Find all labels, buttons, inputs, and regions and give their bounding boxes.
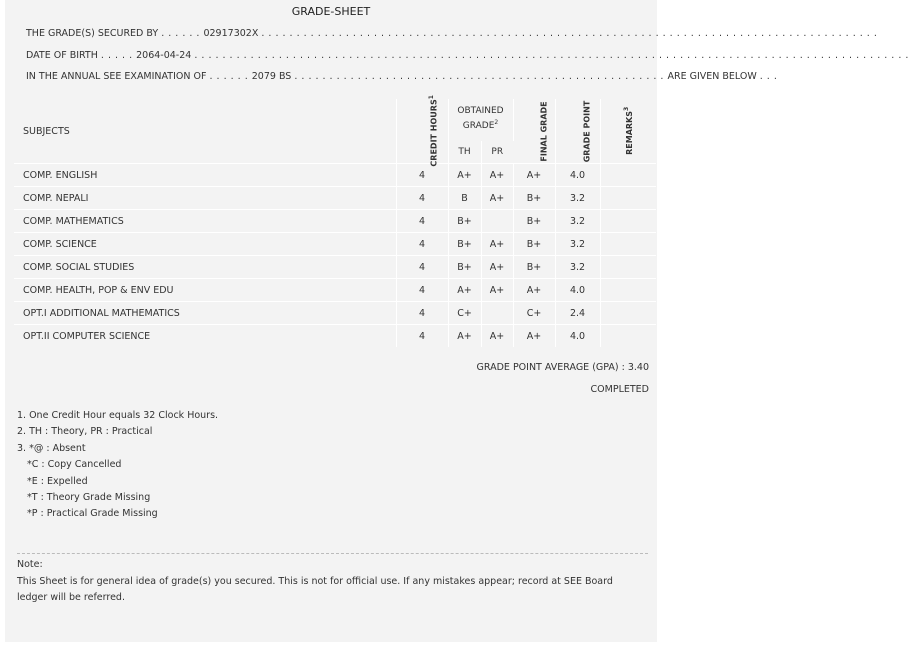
subject-cell: COMP. ENGLISH: [14, 164, 396, 187]
gpa-summary: GRADE POINT AVERAGE (GPA) : 3.40: [476, 362, 649, 373]
footnote-item: 2. TH : Theory, PR : Practical: [17, 426, 153, 438]
subject-cell: COMP. HEALTH, POP & ENV EDU: [14, 279, 396, 302]
table-row: [14, 256, 656, 279]
footnote-item: *E : Expelled: [27, 475, 88, 487]
remarks-cell: [600, 256, 656, 279]
subject-cell: COMP. MATHEMATICS: [14, 210, 396, 233]
final-grade-cell: C+: [513, 302, 555, 325]
grade-point-cell: 3.2: [555, 256, 600, 279]
credit-hours-cell: 4: [396, 187, 448, 210]
practical-grade-cell: [481, 210, 513, 233]
subject-cell: COMP. SOCIAL STUDIES: [14, 256, 396, 279]
practical-grade-cell: A+: [481, 256, 513, 279]
subject-cell: COMP. NEPALI: [14, 187, 396, 210]
practical-grade-cell: A+: [481, 233, 513, 256]
final-grade-cell: B+: [513, 256, 555, 279]
grade-point-cell: 2.4: [555, 302, 600, 325]
credit-hours-cell: 4: [396, 256, 448, 279]
grade-point-cell: 3.2: [555, 187, 600, 210]
final-grade-header: FINAL GRADE: [513, 99, 555, 164]
dob-line: DATE OF BIRTH . . . . . 2064-04-24 . . . . . . . . . . . . . . . . . . . . . . . . . . . . . . . . . . . . . . . . . . . . . . . . . . . . . . . . . . . . . . . . . . . . . . . . . . . . . . . . . . . . . . . . . . . . . . . . . . . . . .: [26, 50, 909, 61]
page-title: GRADE-SHEET: [291, 5, 371, 18]
secured-by-label: THE GRADE(S) SECURED BY: [26, 28, 159, 39]
remarks-cell: [600, 279, 656, 302]
note-label: Note:: [17, 559, 43, 570]
th-header: TH: [448, 141, 481, 164]
theory-grade-cell: C+: [448, 302, 481, 325]
exam-label: IN THE ANNUAL SEE EXAMINATION OF: [26, 71, 207, 82]
theory-grade-cell: B+: [448, 233, 481, 256]
final-grade-cell: B+: [513, 187, 555, 210]
table-row: [14, 187, 656, 210]
credit-hours-header: CREDIT HOURS$^1$: [396, 99, 448, 164]
pr-header: PR: [491, 147, 504, 157]
secured-by-line: THE GRADE(S) SECURED BY . . . . . . 02917302X . . . . . . . . . . . . . . . . . . . . . . . . . . . . . . . . . . . . . . . . . . . . . . . . . . . . . . . . . . . . . . . . . . . . . . . . . . . . . . . . . . . . . . . .: [26, 28, 878, 39]
practical-grade-cell: A+: [481, 325, 513, 348]
theory-grade-cell: B+: [448, 210, 481, 233]
footnote-item: *C : Copy Cancelled: [27, 459, 122, 471]
exam-year: 2079 BS: [251, 71, 292, 82]
remarks-header: REMARKS$^3$: [623, 106, 635, 155]
note-text: This Sheet is for general idea of grade(s) you secured. This is not for official use. If any mistakes appear; record at SEE Board ledger will be referred.: [17, 575, 613, 603]
table-row: [14, 233, 656, 256]
grade-point-cell: 4.0: [555, 325, 600, 348]
theory-grade-cell: A+: [448, 279, 481, 302]
subject-cell: COMP. SCIENCE: [14, 233, 396, 256]
credit-hours-cell: 4: [396, 164, 448, 187]
subject-cell: OPT.II COMPUTER SCIENCE: [14, 325, 396, 348]
credit-hours-cell: 4: [396, 325, 448, 348]
remarks-cell: [600, 302, 656, 325]
credit-hours-cell: 4: [396, 302, 448, 325]
practical-grade-cell: A+: [481, 187, 513, 210]
grade-rows: [14, 164, 656, 348]
table-row: [14, 279, 656, 302]
final-grade-cell: A+: [513, 325, 555, 348]
table-row: [14, 210, 656, 233]
footnote-item: 3. *@ : Absent: [17, 442, 86, 454]
theory-grade-cell: B+: [448, 256, 481, 279]
practical-grade-cell: A+: [481, 164, 513, 187]
theory-grade-cell: B: [448, 187, 481, 210]
grades-table: [14, 94, 656, 347]
theory-grade-cell: A+: [448, 164, 481, 187]
obtained-grade-header: OBTAINED GRADE$^2$: [448, 99, 513, 141]
grade-point-cell: 3.2: [555, 233, 600, 256]
remarks-cell: [600, 187, 656, 210]
credit-hours-cell: 4: [396, 279, 448, 302]
remarks-cell: [600, 210, 656, 233]
final-grade-cell: A+: [513, 279, 555, 302]
grade-point-cell: 3.2: [555, 210, 600, 233]
final-grade-cell: B+: [513, 233, 555, 256]
credit-hours-cell: 4: [396, 210, 448, 233]
dob-value: 2064-04-24: [136, 50, 192, 61]
divider: [17, 553, 648, 554]
grade-point-cell: 4.0: [555, 279, 600, 302]
final-grade-cell: B+: [513, 210, 555, 233]
final-grade-cell: A+: [513, 164, 555, 187]
subjects-header: SUBJECTS: [14, 99, 396, 164]
dob-label: DATE OF BIRTH: [26, 50, 98, 61]
exam-line: IN THE ANNUAL SEE EXAMINATION OF . . . . . . 2079 BS . . . . . . . . . . . . . . . . . . . . . . . . . . . . . . . . . . . . . . . . . . . . . . . . . . . . . ARE GIVEN BELOW . . .: [26, 71, 778, 82]
grade-point-cell: 4.0: [555, 164, 600, 187]
remarks-cell: [600, 325, 656, 348]
footnote-item: 1. One Credit Hour equals 32 Clock Hours.: [17, 410, 219, 421]
practical-grade-cell: A+: [481, 279, 513, 302]
given-below-text: ARE GIVEN BELOW: [667, 71, 757, 82]
status-text: COMPLETED: [590, 384, 649, 395]
subject-cell: OPT.I ADDITIONAL MATHEMATICS: [14, 302, 396, 325]
credit-hours-cell: 4: [396, 233, 448, 256]
table-row: [14, 325, 656, 348]
remarks-cell: [600, 233, 656, 256]
grade-point-header: GRADE POINT: [555, 99, 600, 164]
disclaimer-note: [17, 557, 637, 607]
grade-sheet: [5, 0, 909, 642]
footnote-item: *T : Theory Grade Missing: [27, 492, 151, 504]
table-row: [14, 302, 656, 325]
footnote-item: *P : Practical Grade Missing: [27, 508, 158, 520]
theory-grade-cell: A+: [448, 325, 481, 348]
footnotes: [17, 408, 218, 523]
practical-grade-cell: [481, 302, 513, 325]
symbol-number: 02917302X: [203, 28, 259, 39]
table-row: [14, 164, 656, 187]
remarks-cell: [600, 164, 656, 187]
